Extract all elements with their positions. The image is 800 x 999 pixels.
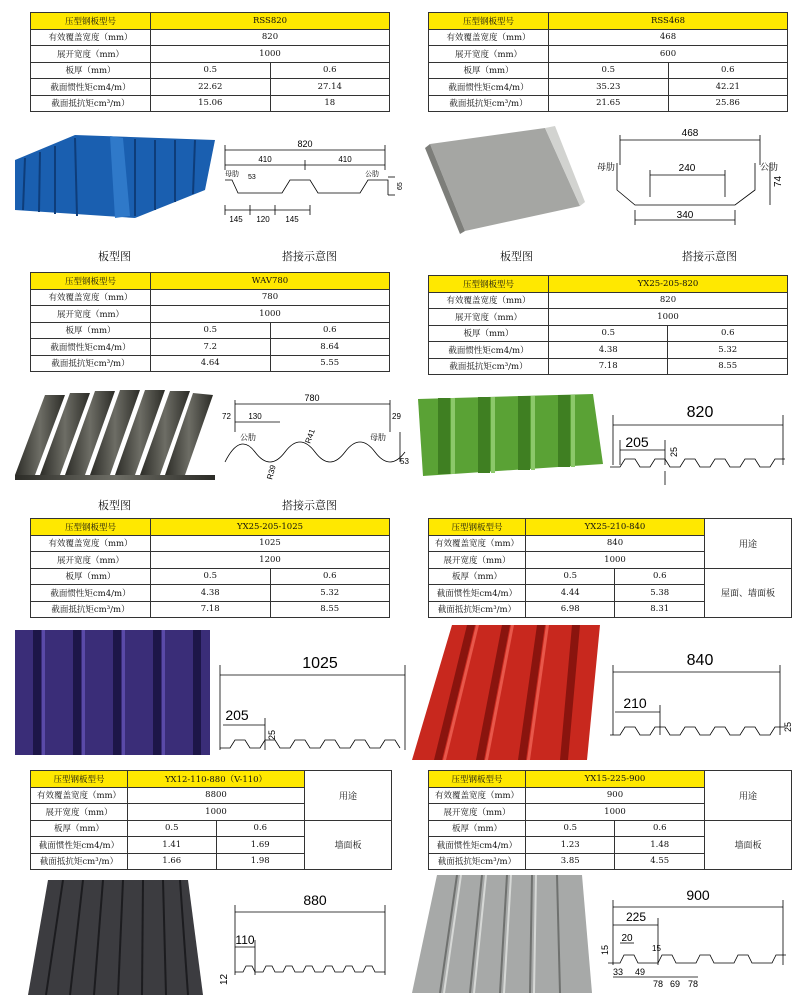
inertia-value: 1.23: [526, 837, 615, 854]
cover-width-value: 780: [151, 289, 390, 306]
label-model: 压型钢板型号: [429, 276, 549, 293]
resist-value: 7.18: [151, 601, 271, 618]
unfold-width-value: 1000: [549, 309, 788, 326]
thickness-value: 0.5: [549, 325, 668, 342]
dim-label: 29: [392, 412, 401, 421]
dim-label: 880: [303, 892, 327, 908]
spec-table-wav780: [30, 272, 390, 372]
cover-width-value: 840: [526, 535, 705, 552]
dim-label: 78: [687, 979, 699, 989]
dim-label: 15: [652, 944, 661, 953]
label-resist: 截面抵抗矩cm³/m）: [429, 853, 526, 870]
thickness-value: 0.6: [615, 568, 705, 585]
label-thickness: 板厚（mm）: [31, 62, 151, 79]
dim-label: 25: [669, 446, 679, 457]
resist-value: 8.55: [668, 358, 788, 375]
label-inertia: 截面惯性矩cm4/m）: [429, 79, 549, 96]
label-cover-width: 有效覆盖宽度（mm）: [31, 29, 151, 46]
dim-label: 410: [338, 155, 352, 164]
model-value: YX25-205-1025: [151, 519, 390, 536]
thickness-value: 0.6: [668, 325, 788, 342]
resist-value: 1.98: [216, 853, 305, 870]
photo-yx25-205-820-green-panel: [418, 394, 603, 476]
dim-label: 120: [256, 215, 270, 224]
label-unfold-width: 展开宽度（mm）: [429, 309, 549, 326]
model-value: RSS820: [151, 13, 390, 30]
thickness-value: 0.5: [151, 568, 271, 585]
label-resist: 截面抵抗矩cm³/m）: [429, 95, 549, 112]
photo-rss820-blue-panel: [15, 130, 215, 225]
inertia-value: 4.38: [549, 342, 668, 359]
label-inertia: 截面惯性矩cm4/m）: [429, 837, 526, 854]
caption-photo: 板型图: [98, 499, 131, 512]
thickness-value: 0.6: [615, 820, 705, 837]
dim-label: 780: [304, 393, 320, 403]
thickness-value: 0.5: [151, 62, 271, 79]
label-unfold-width: 展开宽度（mm）: [429, 804, 526, 821]
resist-value: 21.65: [549, 95, 669, 112]
dim-label: 820: [297, 139, 313, 149]
thickness-value: 0.5: [526, 820, 615, 837]
resist-value: 7.18: [549, 358, 668, 375]
dim-label: 225: [625, 910, 647, 924]
dim-label: 468: [681, 128, 699, 139]
inertia-value: 4.38: [151, 585, 271, 602]
label-inertia: 截面惯性矩cm4/m）: [31, 79, 151, 96]
thickness-value: 0.6: [216, 820, 305, 837]
diagram-yx15-225-900-profile: [598, 885, 795, 995]
dim-label: 145: [229, 215, 243, 224]
label-thickness: 板厚（mm）: [429, 820, 526, 837]
dim-label: 公肋: [365, 171, 379, 178]
label-cover-width: 有效覆盖宽度（mm）: [429, 292, 549, 309]
inertia-value: 5.32: [668, 342, 788, 359]
caption-diagram: 搭接示意图: [682, 250, 737, 263]
dim-label: 74: [773, 175, 784, 187]
caption-diagram: 搭接示意图: [282, 499, 337, 512]
inertia-value: 1.48: [615, 837, 705, 854]
label-unfold-width: 展开宽度（mm）: [429, 552, 526, 569]
dim-label: 205: [625, 434, 649, 450]
cover-width-value: 8800: [128, 787, 305, 804]
unfold-width-value: 1000: [128, 804, 305, 821]
resist-value: 5.55: [270, 355, 390, 372]
spec-table-rss820: [30, 12, 390, 112]
resist-value: 4.64: [151, 355, 271, 372]
label-model: 压型钢板型号: [429, 13, 549, 30]
dim-label: 110: [235, 933, 255, 947]
photo-yx12-110-880-gray-panel: [28, 880, 203, 995]
dim-label: 240: [678, 163, 696, 174]
label-resist: 截面抵抗矩cm³/m）: [31, 853, 128, 870]
inertia-value: 1.41: [128, 837, 217, 854]
cover-width-value: 820: [549, 292, 788, 309]
label-inertia: 截面惯性矩cm4/m）: [31, 585, 151, 602]
label-model: 压型钢板型号: [31, 771, 128, 788]
thickness-value: 0.6: [270, 322, 390, 339]
usage-label: 用途: [705, 519, 792, 569]
dim-label: 145: [285, 215, 299, 224]
resist-value: 3.85: [526, 853, 615, 870]
spec-table-yx15-225-900: [428, 770, 792, 870]
dim-label: 母肋: [597, 162, 616, 172]
inertia-value: 35.23: [549, 79, 669, 96]
thickness-value: 0.5: [128, 820, 217, 837]
usage-value: 墙面板: [705, 820, 792, 870]
model-value: YX12-110-880（V-110）: [128, 771, 305, 788]
dim-label: 900: [686, 887, 710, 903]
diagram-rss820-profile: [220, 135, 410, 230]
caption-photo: 板型图: [500, 250, 533, 263]
usage-label: 用途: [305, 771, 392, 821]
dim-label: 33: [612, 967, 624, 977]
caption-diagram: 搭接示意图: [282, 250, 337, 263]
usage-value: 屋面、墙面板: [705, 568, 792, 618]
resist-value: 1.66: [128, 853, 217, 870]
dim-label: 母肋: [225, 171, 239, 178]
label-thickness: 板厚（mm）: [429, 568, 526, 585]
label-thickness: 板厚（mm）: [31, 820, 128, 837]
photo-yx25-205-1025-purple-panel: [15, 630, 210, 755]
caption-photo: 板型图: [98, 250, 131, 263]
label-model: 压型钢板型号: [31, 519, 151, 536]
label-model: 压型钢板型号: [429, 771, 526, 788]
cover-width-value: 900: [526, 787, 705, 804]
thickness-value: 0.6: [270, 568, 390, 585]
thickness-value: 0.6: [270, 62, 390, 79]
label-resist: 截面抵抗矩cm³/m）: [429, 358, 549, 375]
label-resist: 截面抵抗矩cm³/m）: [31, 95, 151, 112]
label-inertia: 截面惯性矩cm4/m）: [31, 837, 128, 854]
dim-label: 公肋: [240, 433, 256, 442]
dim-label: 12: [219, 973, 230, 985]
diagram-yx25-205-1025-profile: [215, 640, 410, 765]
resist-value: 8.55: [270, 601, 390, 618]
photo-yx15-225-900-silver-panel: [412, 875, 592, 993]
label-cover-width: 有效覆盖宽度（mm）: [429, 787, 526, 804]
model-value: WAV780: [151, 273, 390, 290]
dim-label: 53: [400, 457, 409, 466]
dim-label: 65: [397, 182, 404, 190]
label-unfold-width: 展开宽度（mm）: [31, 804, 128, 821]
inertia-value: 4.44: [526, 585, 615, 602]
label-inertia: 截面惯性矩cm4/m）: [429, 585, 526, 602]
inertia-value: 5.32: [270, 585, 390, 602]
label-unfold-width: 展开宽度（mm）: [31, 552, 151, 569]
resist-value: 6.98: [526, 601, 615, 618]
unfold-width-value: 1000: [526, 552, 705, 569]
label-resist: 截面抵抗矩cm³/m）: [429, 601, 526, 618]
label-resist: 截面抵抗矩cm³/m）: [31, 601, 151, 618]
cover-width-value: 1025: [151, 535, 390, 552]
dim-label: 25: [783, 721, 793, 732]
spec-table-yx25-205-1025: [30, 518, 390, 618]
photo-yx25-210-840-red-panel: [412, 625, 600, 760]
resist-value: 8.31: [615, 601, 705, 618]
dim-label: 410: [258, 155, 272, 164]
dim-label: 72: [222, 412, 231, 421]
label-resist: 截面抵抗矩cm³/m）: [31, 355, 151, 372]
spec-table-rss468: [428, 12, 788, 112]
dim-label: 210: [623, 695, 647, 711]
resist-value: 25.86: [668, 95, 788, 112]
dim-label: 840: [686, 652, 714, 669]
label-thickness: 板厚（mm）: [31, 568, 151, 585]
label-model: 压型钢板型号: [31, 273, 151, 290]
inertia-value: 7.2: [151, 339, 271, 356]
dim-label: 49: [634, 967, 646, 977]
unfold-width-value: 1000: [151, 306, 390, 323]
label-unfold-width: 展开宽度（mm）: [31, 306, 151, 323]
dim-label: 1025: [302, 655, 338, 672]
label-cover-width: 有效覆盖宽度（mm）: [429, 535, 526, 552]
dim-label: 69: [669, 979, 681, 989]
model-value: RSS468: [549, 13, 788, 30]
inertia-value: 22.62: [151, 79, 271, 96]
unfold-width-value: 1000: [151, 46, 390, 63]
diagram-yx25-210-840-profile: [605, 640, 797, 750]
dim-label: 78: [652, 979, 664, 989]
dim-label: 公肋: [760, 162, 779, 172]
label-model: 压型钢板型号: [31, 13, 151, 30]
label-unfold-width: 展开宽度（mm）: [429, 46, 549, 63]
inertia-value: 27.14: [270, 79, 390, 96]
diagram-yx12-110-880-profile: [215, 890, 405, 995]
dim-label: 20: [621, 933, 633, 944]
spec-table-yx25-210-840: [428, 518, 792, 618]
unfold-width-value: 600: [549, 46, 788, 63]
label-thickness: 板厚（mm）: [31, 322, 151, 339]
usage-value: 墙面板: [305, 820, 392, 870]
dim-label: R41: [303, 427, 317, 445]
diagram-wav780-profile: [220, 392, 415, 487]
inertia-value: 42.21: [668, 79, 788, 96]
thickness-value: 0.5: [526, 568, 615, 585]
label-inertia: 截面惯性矩cm4/m）: [31, 339, 151, 356]
inertia-value: 8.64: [270, 339, 390, 356]
thickness-value: 0.6: [668, 62, 788, 79]
label-inertia: 截面惯性矩cm4/m）: [429, 342, 549, 359]
dim-label: R39: [265, 464, 278, 481]
photo-rss468-galvanized-panel: [425, 126, 585, 236]
model-value: YX25-205-820: [549, 276, 788, 293]
inertia-value: 5.38: [615, 585, 705, 602]
thickness-value: 0.5: [549, 62, 669, 79]
dim-label: 130: [248, 412, 262, 421]
diagram-yx25-205-820-profile: [605, 395, 795, 495]
thickness-value: 0.5: [151, 322, 271, 339]
label-thickness: 板厚（mm）: [429, 62, 549, 79]
label-cover-width: 有效覆盖宽度（mm）: [31, 787, 128, 804]
label-thickness: 板厚（mm）: [429, 325, 549, 342]
diagram-rss468-profile: [595, 125, 790, 230]
dim-label: 820: [686, 404, 714, 421]
dim-label: 25: [267, 729, 277, 740]
model-value: YX15-225-900: [526, 771, 705, 788]
photo-wav780-corrugated-panel: [15, 385, 215, 480]
cover-width-value: 820: [151, 29, 390, 46]
unfold-width-value: 1200: [151, 552, 390, 569]
resist-value: 4.55: [615, 853, 705, 870]
label-unfold-width: 展开宽度（mm）: [31, 46, 151, 63]
label-cover-width: 有效覆盖宽度（mm）: [31, 535, 151, 552]
model-value: YX25-210-840: [526, 519, 705, 536]
dim-label: 15: [600, 944, 610, 955]
dim-label: 53: [248, 174, 256, 181]
unfold-width-value: 1000: [526, 804, 705, 821]
inertia-value: 1.69: [216, 837, 305, 854]
cover-width-value: 468: [549, 29, 788, 46]
label-cover-width: 有效覆盖宽度（mm）: [31, 289, 151, 306]
spec-table-yx25-205-820: [428, 275, 788, 375]
dim-label: 母肋: [370, 433, 386, 442]
resist-value: 15.06: [151, 95, 271, 112]
usage-label: 用途: [705, 771, 792, 821]
dim-label: 340: [676, 210, 694, 221]
resist-value: 18: [270, 95, 390, 112]
dim-label: 205: [225, 707, 249, 723]
label-cover-width: 有效覆盖宽度（mm）: [429, 29, 549, 46]
label-model: 压型钢板型号: [429, 519, 526, 536]
spec-table-yx12-110-880: [30, 770, 392, 870]
